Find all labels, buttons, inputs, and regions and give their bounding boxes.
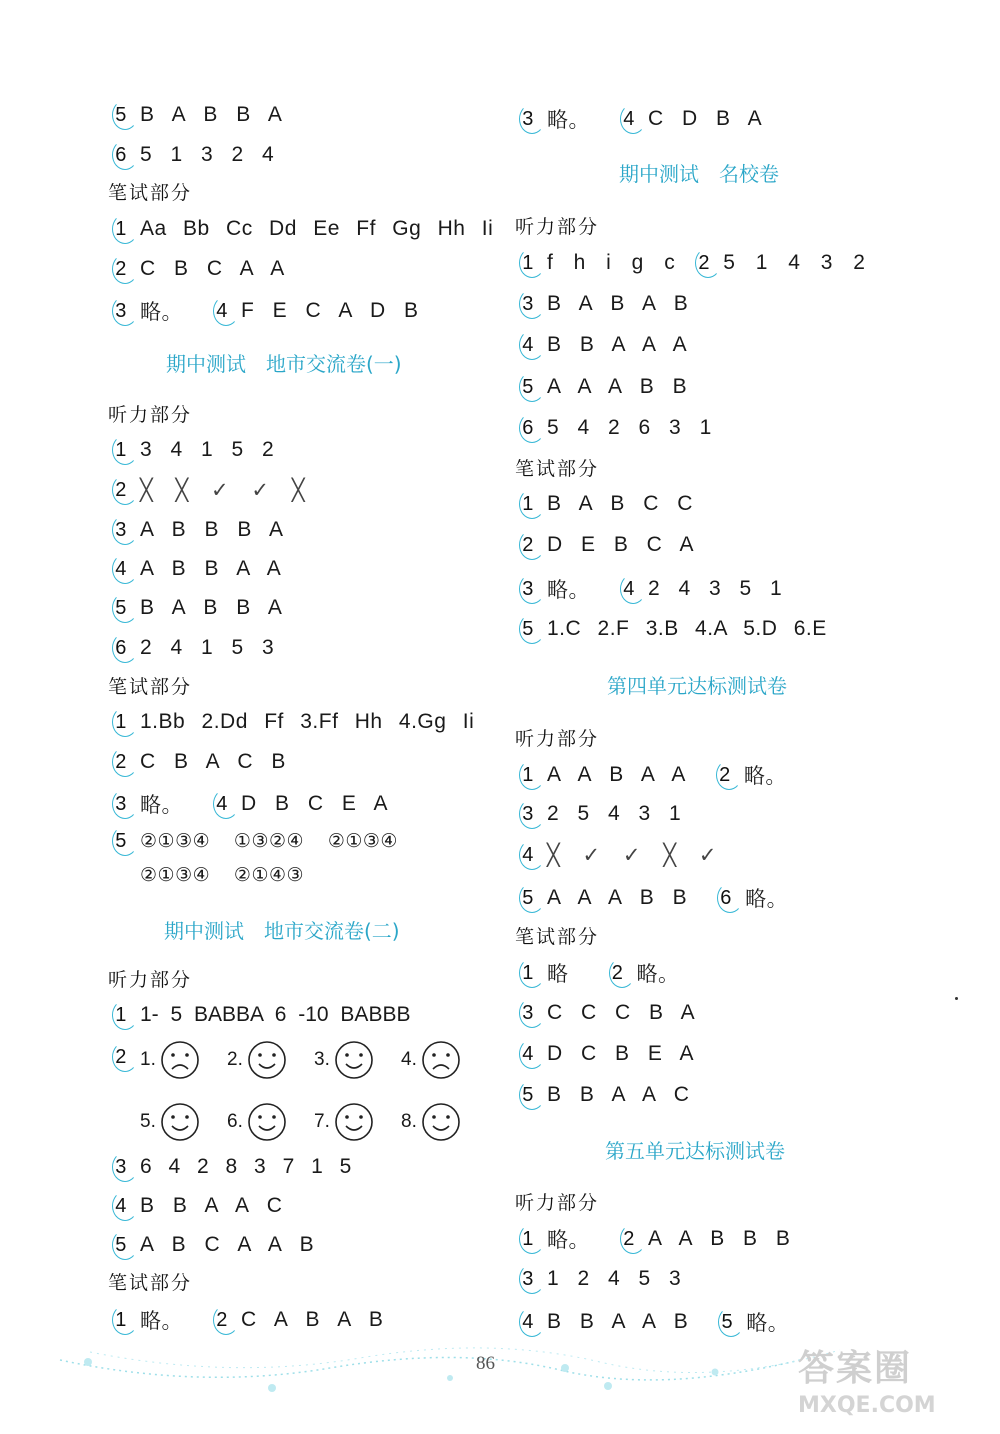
question-number: 4: [108, 556, 134, 582]
answer-row: [108, 256, 285, 282]
face-item: [227, 1102, 314, 1142]
question-number: 3: [108, 791, 134, 817]
question-number: 6: [108, 635, 134, 661]
face-item: [140, 1102, 227, 1142]
answer-text: ②①③④ ②①④③: [140, 865, 305, 886]
question-number: 1: [515, 491, 541, 517]
page-number: 86: [476, 1353, 495, 1374]
answer-text: 略。: [743, 765, 787, 788]
question-number: 2: [108, 256, 134, 282]
section-label: 笔试部分: [108, 676, 193, 698]
answer-text: 略。: [636, 963, 680, 986]
question-number: 1: [515, 960, 541, 986]
answer-row: [108, 1232, 314, 1258]
face-label: 7.: [314, 1111, 330, 1132]
face-label: 3.: [314, 1049, 330, 1070]
question-number: 5: [515, 885, 541, 911]
face-label: 6.: [227, 1111, 243, 1132]
answer-row: [515, 842, 717, 868]
question-number: 4: [515, 332, 541, 358]
answer-row: [515, 1082, 689, 1108]
answer-row: [108, 1044, 140, 1070]
question-number: 3: [515, 1000, 541, 1026]
section-label: 笔试部分: [515, 926, 600, 948]
question-number: 6: [515, 415, 541, 441]
stray-dot: [955, 997, 958, 1000]
answer-text: B B A A B: [547, 1310, 689, 1333]
answer-text: ╳ ╳ ✓ ✓ ╳: [140, 478, 305, 502]
answer-row: [515, 332, 687, 358]
question-number: 3: [515, 576, 541, 602]
answer-text: B B A A A: [547, 333, 688, 356]
answer-text: f h i g c: [547, 251, 676, 274]
question-number: 5: [714, 1309, 740, 1335]
answer-text: D B C E A: [241, 792, 389, 815]
answer-text: 2 5 4 3 1: [547, 802, 682, 825]
question-number: 4: [515, 842, 541, 868]
answer-row: [515, 250, 865, 276]
answer-text: 3 4 1 5 2: [140, 438, 275, 461]
answer-row: [108, 142, 274, 168]
face-item: [227, 1040, 314, 1080]
section-label: 笔试部分: [515, 458, 600, 480]
question-number: 5: [108, 828, 134, 854]
question-number: 3: [515, 106, 541, 132]
answer-row: [515, 104, 762, 134]
answer-row: [108, 477, 305, 503]
answer-text: A A B B B: [648, 1227, 791, 1250]
answer-row: [515, 958, 680, 988]
question-number: 4: [209, 791, 235, 817]
answer-text: 1.Bb 2.Dd Ff 3.Ff Hh 4.Gg Ii: [140, 710, 475, 733]
answer-row: [108, 216, 493, 242]
face-label: 2.: [227, 1049, 243, 1070]
answer-row: [108, 517, 284, 543]
answer-text: A A A B B: [547, 886, 688, 909]
happy-face-icon: [160, 1102, 200, 1142]
answer-text: 略。: [547, 109, 590, 132]
question-number: 3: [515, 291, 541, 317]
answer-text: B A B A B: [547, 292, 689, 315]
question-number: 4: [209, 298, 235, 324]
answer-row: [515, 415, 712, 441]
section-heading: 第五单元达标测试卷: [605, 1139, 785, 1163]
answer-text: 1.C 2.F 3.B 4.A 5.D 6.E: [547, 617, 827, 640]
answer-text: 略。: [140, 1310, 183, 1333]
answer-text: 5 1 4 3 2: [723, 251, 866, 274]
question-number: 2: [616, 1226, 642, 1252]
question-number: 2: [605, 960, 631, 986]
answer-text: 略: [547, 963, 569, 986]
answer-text: 5 1 3 2 4: [140, 143, 275, 166]
face-grid: [140, 1040, 488, 1142]
question-number: 5: [108, 102, 134, 128]
answer-row: [108, 749, 286, 775]
answer-row: [515, 1266, 681, 1292]
answer-row: [140, 864, 304, 887]
question-number: 3: [108, 298, 134, 324]
question-number: 2: [691, 250, 717, 276]
question-number: 3: [108, 1154, 134, 1180]
watermark-logo: 答案圈: [798, 1348, 913, 1389]
answer-text: 略。: [746, 1312, 790, 1335]
question-number: 5: [515, 374, 541, 400]
answer-text: 1- 5 BABBA 6 -10 BABBB: [140, 1003, 411, 1026]
section-heading: 期中测试 地市交流卷(一): [166, 352, 402, 376]
answer-row: [108, 789, 388, 819]
face-item: [314, 1040, 401, 1080]
question-number: 1: [515, 762, 541, 788]
question-number: 4: [616, 576, 642, 602]
answer-text: C A B A B: [241, 1308, 384, 1331]
question-number: 1: [515, 250, 541, 276]
section-heading: 期中测试 地市交流卷(二): [164, 919, 400, 943]
answer-row: [108, 437, 274, 463]
question-number: 4: [515, 1309, 541, 1335]
face-item: [401, 1102, 488, 1142]
answer-text: A B B B A: [140, 518, 284, 541]
answer-text: D C B E A: [547, 1042, 695, 1065]
answer-text: 略。: [140, 794, 183, 817]
section-heading: 第四单元达标测试卷: [607, 674, 787, 698]
question-number: 4: [515, 1041, 541, 1067]
answer-row: [108, 1002, 410, 1028]
section-label: 笔试部分: [108, 182, 193, 204]
face-item: [401, 1040, 488, 1080]
question-number: 2: [515, 532, 541, 558]
answer-row: [515, 491, 693, 517]
happy-face-icon: [247, 1102, 287, 1142]
question-number: 4: [108, 1193, 134, 1219]
question-number: 2: [209, 1307, 235, 1333]
face-item: [140, 1040, 227, 1080]
answer-text: 略。: [140, 301, 183, 324]
question-number: 1: [108, 1307, 134, 1333]
face-label: 4.: [401, 1049, 417, 1070]
answer-text: A B B A A: [140, 557, 282, 580]
question-number: 2: [108, 477, 134, 503]
answer-row: [515, 616, 827, 642]
answer-text: 6 4 2 8 3 7 1 5: [140, 1155, 352, 1178]
answer-row: [515, 1224, 790, 1254]
face-label: 8.: [401, 1111, 417, 1132]
question-number: 1: [515, 1226, 541, 1252]
answer-text: C B C A A: [140, 257, 285, 280]
section-label: 听力部分: [108, 969, 193, 991]
happy-face-icon: [334, 1102, 374, 1142]
face-label: 1.: [140, 1049, 156, 1070]
face-item: [314, 1102, 401, 1142]
answer-text: 5 4 2 6 3 1: [547, 416, 712, 439]
answer-row: [515, 883, 788, 913]
answer-row: [108, 595, 282, 621]
section-label: 笔试部分: [108, 1272, 193, 1294]
answer-text: B A B B A: [140, 103, 283, 126]
answer-text: B A B B A: [140, 596, 283, 619]
answer-row: [515, 760, 787, 790]
section-label: 听力部分: [515, 1192, 600, 1214]
answer-row: [108, 1154, 352, 1180]
answer-row: [108, 709, 474, 735]
answer-text: C B A C B: [140, 750, 286, 773]
question-number: 1: [108, 1002, 134, 1028]
section-label: 听力部分: [108, 404, 193, 426]
answer-row: [515, 374, 687, 400]
answer-text: 2 4 3 5 1: [648, 577, 783, 600]
watermark-url: MXQE.COM: [798, 1393, 936, 1418]
question-number: 6: [713, 885, 739, 911]
answer-text: 略。: [547, 579, 590, 602]
answer-row: [108, 102, 282, 128]
answer-text: C D B A: [648, 107, 763, 130]
answer-text: B A B C C: [547, 492, 693, 515]
face-label: 5.: [140, 1111, 156, 1132]
sad-face-icon: [421, 1040, 461, 1080]
answer-text: Aa Bb Cc Dd Ee Ff Gg Hh Ii: [140, 217, 494, 240]
question-number: 1: [108, 437, 134, 463]
question-number: 3: [515, 1266, 541, 1292]
question-number: 3: [515, 801, 541, 827]
section-label: 听力部分: [515, 728, 600, 750]
answer-text: F E C A D B: [241, 299, 419, 322]
question-number: 1: [108, 216, 134, 242]
question-number: 5: [515, 1082, 541, 1108]
question-number: 5: [108, 1232, 134, 1258]
sad-face-icon: [160, 1040, 200, 1080]
answer-text: C C C B A: [547, 1001, 696, 1024]
answer-text: ╳ ✓ ✓ ╳ ✓: [547, 843, 717, 867]
answer-text: 1 2 4 5 3: [547, 1267, 682, 1290]
answer-text: 略。: [547, 1229, 590, 1252]
answer-text: A A B A A: [547, 763, 686, 786]
answer-row: [515, 532, 694, 558]
question-number: 6: [108, 142, 134, 168]
answer-text: A A A B B: [547, 375, 688, 398]
answer-row: [108, 1193, 282, 1219]
question-number: 5: [108, 595, 134, 621]
happy-face-icon: [247, 1040, 287, 1080]
section-heading: 期中测试 名校卷: [619, 162, 779, 186]
section-label: 听力部分: [515, 216, 600, 238]
answer-text: D E B C A: [547, 533, 695, 556]
answer-row: [108, 556, 281, 582]
happy-face-icon: [421, 1102, 461, 1142]
answer-row: [515, 1041, 694, 1067]
watermark: [798, 1340, 988, 1420]
answer-row: [108, 828, 398, 854]
answer-text: A B C A A B: [140, 1233, 315, 1256]
question-number: 5: [515, 616, 541, 642]
answer-text: B B A A C: [140, 1194, 283, 1217]
answer-text: ②①③④ ①③②④ ②①③④: [140, 830, 398, 852]
answer-row: [108, 635, 274, 661]
answer-row: [515, 574, 782, 604]
answer-row: [515, 291, 688, 317]
answer-text: B B A A C: [547, 1083, 690, 1106]
answer-row: [515, 1000, 695, 1026]
answer-text: 2 4 1 5 3: [140, 636, 275, 659]
question-number: 2: [712, 762, 738, 788]
question-number: 4: [616, 106, 642, 132]
question-number: 2: [108, 749, 134, 775]
question-number: 2: [108, 1044, 134, 1070]
question-number: 1: [108, 709, 134, 735]
question-number: 3: [108, 517, 134, 543]
answer-text: 略。: [745, 888, 789, 911]
happy-face-icon: [334, 1040, 374, 1080]
answer-row: [515, 801, 681, 827]
answer-row: [108, 296, 419, 326]
